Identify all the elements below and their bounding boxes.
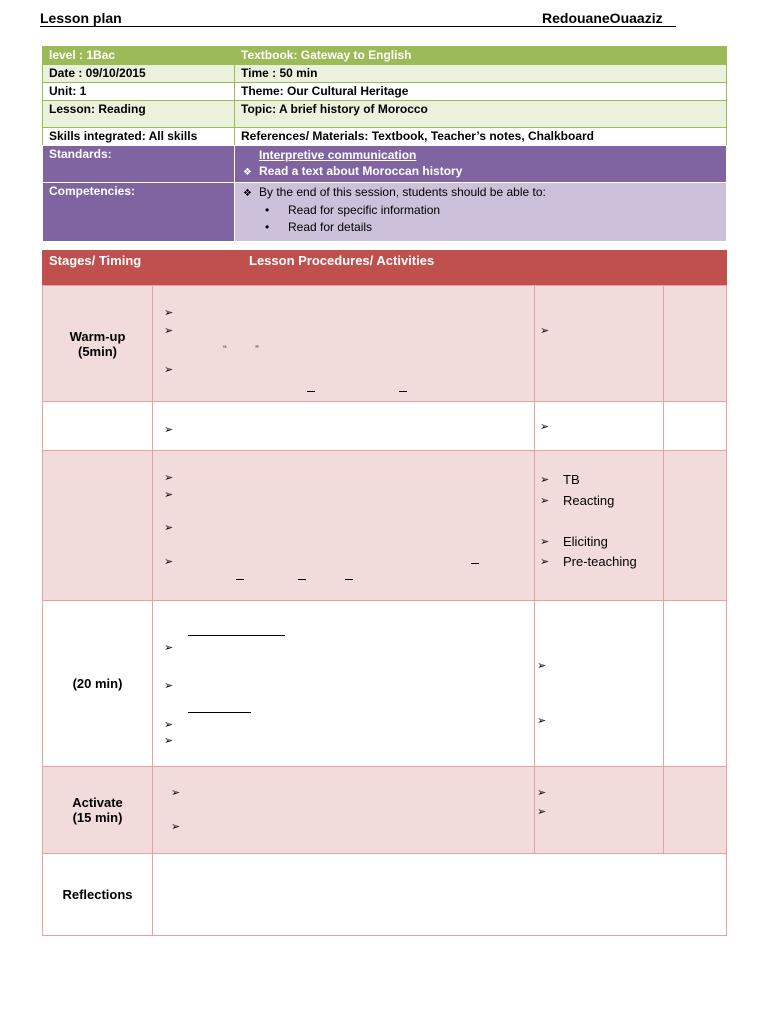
warmup-row: [43, 286, 727, 402]
activate-procedures: [153, 767, 535, 854]
dash-mark: [471, 563, 479, 564]
activate-time: (15 min): [72, 810, 123, 825]
stages-timing-heading: Stages/ Timing: [49, 253, 142, 268]
dash-mark: [345, 579, 353, 580]
textbook-cell: Textbook: Gateway to English: [235, 47, 727, 65]
arrow-bullet-icon: ➢: [164, 472, 174, 484]
arrow-bullet-icon: ➢: [540, 325, 550, 337]
standards-row: [43, 146, 727, 183]
arrow-bullet-icon: ➢: [164, 735, 174, 747]
warmup-extra: [664, 286, 727, 402]
info-row-skills: [43, 128, 727, 146]
row2-stage-cell: [43, 402, 153, 451]
warmup-procedures: [153, 286, 535, 402]
close-quote-mark: ’’: [255, 344, 259, 354]
underline-mark: [188, 712, 251, 713]
dash-mark: [236, 579, 244, 580]
row-4: [43, 601, 727, 767]
arrow-bullet-icon: ➢: [164, 364, 174, 376]
row4-extra: [664, 601, 727, 767]
warmup-interaction: [535, 286, 664, 402]
activate-row: [43, 767, 727, 854]
arrow-bullet-icon: ➢: [164, 642, 174, 654]
warmup-time: (5min): [78, 343, 117, 359]
competency-bullet-2: • Read for details: [243, 219, 720, 236]
time-cell: Time : 50 min: [235, 65, 727, 83]
standard-item-1: Interpretive communication: [259, 148, 417, 162]
skills-cell: Skills integrated: All skills: [43, 128, 235, 146]
arrow-bullet-icon: ➢: [171, 787, 181, 799]
diamond-bullet-icon: ❖: [243, 167, 252, 178]
info-row-lesson: [43, 101, 727, 128]
arrow-bullet-icon: ➢: [164, 680, 174, 692]
row4-interaction: [535, 601, 664, 767]
row3-item-2: Reacting: [563, 493, 615, 508]
standards-content: [235, 146, 727, 183]
row4-procedures: [153, 601, 535, 767]
arrow-bullet-icon: ➢: [540, 556, 550, 568]
arrow-bullet-icon: ➢: [537, 715, 547, 727]
row-2: [43, 402, 727, 451]
competency-bullet-1: • Read for specific information: [243, 202, 720, 219]
row2-procedures: [153, 402, 535, 451]
row3-interaction: [535, 451, 664, 601]
warmup-label: Warm-up: [69, 328, 126, 344]
arrow-bullet-icon: ➢: [164, 307, 174, 319]
row4-stage-cell: [43, 601, 153, 767]
row3-item-1: TB: [563, 472, 580, 487]
procedures-table: [42, 285, 727, 936]
info-row-level: [43, 47, 727, 65]
date-cell: Date : 09/10/2015: [43, 65, 235, 83]
activate-interaction: [535, 767, 664, 854]
underline-mark: [188, 635, 285, 636]
theme-cell: Theme: Our Cultural Heritage: [235, 83, 727, 101]
row3-stage-cell: [43, 451, 153, 601]
arrow-bullet-icon: ➢: [164, 424, 174, 436]
unit-cell: Unit: 1: [43, 83, 235, 101]
open-quote-mark: ‘‘: [223, 344, 227, 354]
arrow-bullet-icon: ➢: [540, 536, 550, 548]
arrow-bullet-icon: ➢: [537, 660, 547, 672]
activate-stage-cell: [43, 767, 153, 854]
activate-extra: [664, 767, 727, 854]
activate-label: Activate: [72, 795, 123, 810]
competencies-label: Competencies:: [43, 183, 235, 242]
row3-procedures: [153, 451, 535, 601]
lesson-plan-title: Lesson plan: [40, 10, 122, 26]
reflections-row: [43, 854, 727, 936]
arrow-bullet-icon: ➢: [537, 806, 547, 818]
references-cell: References/ Materials: Textbook, Teacher’s notes, Chalkboard: [235, 128, 727, 146]
info-row-date: [43, 65, 727, 83]
arrow-bullet-icon: ➢: [164, 522, 174, 534]
lesson-cell: Lesson: Reading: [43, 101, 235, 128]
lesson-info-table: [42, 46, 727, 146]
row3-extra: [664, 451, 727, 601]
level-cell: level : 1Bac: [43, 47, 235, 65]
competencies-intro: By the end of this session, students should be able to:: [259, 185, 546, 199]
row2-extra: [664, 402, 727, 451]
arrow-bullet-icon: ➢: [540, 495, 550, 507]
arrow-bullet-icon: ➢: [164, 489, 174, 501]
info-row-unit: [43, 83, 727, 101]
row3-item-4: Pre-teaching: [563, 554, 637, 569]
reflections-stage-cell: [43, 854, 153, 936]
dash-mark: [307, 391, 315, 392]
arrow-bullet-icon: ➢: [171, 821, 181, 833]
row3-item-3: Eliciting: [563, 534, 608, 549]
author-name: RedouaneOuaaziz: [542, 10, 663, 26]
standard-item-2: Read a text about Moroccan history: [259, 164, 463, 178]
row4-time: (20 min): [72, 676, 123, 691]
row-3: [43, 451, 727, 601]
dash-mark: [399, 391, 407, 392]
arrow-bullet-icon: ➢: [537, 787, 547, 799]
standards-table: [42, 145, 727, 242]
arrow-bullet-icon: ➢: [540, 474, 550, 486]
stages-header: [42, 250, 727, 285]
reflections-content: [153, 854, 727, 936]
arrow-bullet-icon: ➢: [164, 556, 174, 568]
procedures-heading: Lesson Procedures/ Activities: [249, 253, 435, 268]
warmup-stage-cell: [43, 286, 153, 402]
arrow-bullet-icon: ➢: [540, 421, 550, 433]
competencies-content: [235, 183, 727, 242]
reflections-label: Reflections: [62, 887, 133, 902]
topic-cell: Topic: A brief history of Morocco: [235, 101, 727, 128]
arrow-bullet-icon: ➢: [164, 325, 174, 337]
competencies-row: [43, 183, 727, 242]
diamond-bullet-icon: ❖: [243, 188, 252, 199]
row2-interaction: [535, 402, 664, 451]
standards-label: Standards:: [43, 146, 235, 183]
arrow-bullet-icon: ➢: [164, 719, 174, 731]
header-underline: [40, 26, 676, 27]
dash-mark: [298, 579, 306, 580]
